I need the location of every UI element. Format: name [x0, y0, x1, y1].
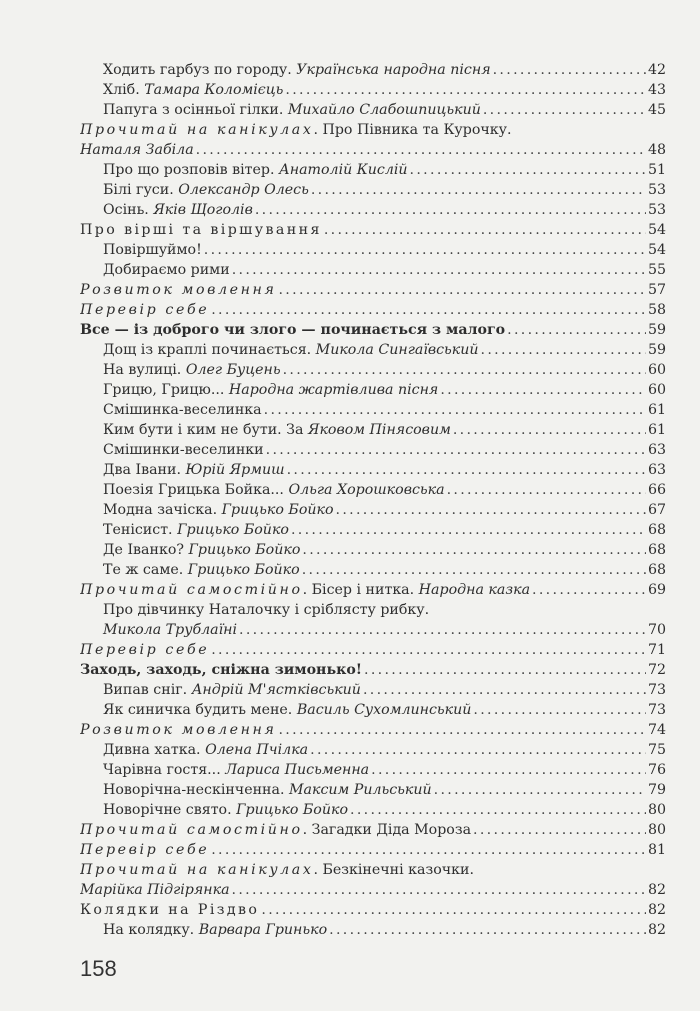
entry-title	[103, 440, 264, 460]
entry-text: Розвиток мовлення	[80, 282, 277, 298]
entry-title	[80, 220, 322, 240]
toc-entry	[80, 260, 666, 280]
entry-title	[80, 840, 209, 860]
entry-author: Народна жартівлива пісня	[228, 382, 439, 398]
entry-title	[103, 380, 438, 400]
dot-leader	[311, 180, 646, 200]
entry-title	[103, 360, 281, 380]
entry-author: Яковом Пінясовим	[308, 422, 451, 438]
entry-page: 60	[647, 382, 666, 398]
entry-page: 59	[647, 322, 666, 338]
toc-entry	[80, 140, 666, 160]
entry-title	[103, 520, 289, 540]
entry-text: Те ж саме.	[103, 562, 188, 578]
entry-text: Повіршуймо!	[103, 242, 202, 258]
dot-leader	[278, 720, 645, 740]
entry-page: 55	[647, 262, 666, 278]
toc-entry	[80, 380, 666, 400]
dot-leader	[266, 440, 646, 460]
dot-leader	[264, 400, 646, 420]
toc-entry	[80, 160, 666, 180]
entry-page: 68	[647, 522, 666, 538]
dot-leader	[196, 140, 646, 160]
entry-text: Добираємо рими	[103, 262, 230, 278]
entry-text: Про вірші та віршування	[80, 222, 322, 238]
entry-title	[103, 780, 432, 800]
entry-author: Василь Сухомлинський	[296, 702, 472, 718]
entry-page: 54	[647, 242, 666, 258]
entry-title	[103, 340, 479, 360]
entry-text: Новорічне свято.	[103, 802, 237, 818]
entry-page: 43	[647, 82, 666, 98]
dot-leader	[453, 420, 646, 440]
entry-page: 74	[647, 722, 666, 738]
entry-author: Микола Трублаїні	[103, 622, 238, 638]
entry-text: Дощ із краплі починається.	[103, 342, 316, 358]
entry-text: Ходить гарбуз по городу.	[103, 62, 297, 78]
toc-entry	[80, 840, 666, 860]
toc-entry	[80, 440, 666, 460]
dot-leader	[261, 900, 646, 920]
entry-title	[103, 540, 300, 560]
toc-entry	[80, 540, 666, 560]
toc-entry	[80, 500, 666, 520]
toc-entry	[80, 460, 666, 480]
toc-entry	[80, 580, 666, 600]
entry-title	[80, 280, 276, 300]
entry-text: . Безкінечні казочки.	[313, 862, 474, 878]
table-of-contents	[80, 60, 666, 940]
entry-text: Де Іванко?	[103, 542, 189, 558]
toc-entry	[80, 640, 666, 660]
entry-text: Два Івани.	[103, 462, 186, 478]
entry-page: 82	[647, 882, 666, 898]
entry-title	[103, 600, 429, 620]
dot-leader	[507, 320, 646, 340]
dot-leader	[291, 520, 646, 540]
entry-text: Дивна хатка.	[103, 742, 206, 758]
entry-author: Андрій М'ястківський	[191, 682, 361, 698]
entry-author: Лариса Письменна	[225, 762, 370, 778]
toc-entry	[80, 900, 666, 920]
dot-leader	[364, 660, 646, 680]
entry-title	[103, 240, 202, 260]
dot-leader	[287, 460, 646, 480]
entry-text: Хліб.	[103, 82, 145, 98]
toc-entry	[80, 700, 666, 720]
entry-page: 53	[647, 202, 666, 218]
dot-leader	[481, 340, 646, 360]
dot-leader	[434, 780, 646, 800]
entry-text: Тенісист.	[103, 522, 178, 538]
toc-entry	[80, 280, 666, 300]
entry-author: Українська народна пісня	[296, 62, 491, 78]
entry-text: Модна зачіска.	[103, 502, 222, 518]
entry-title	[80, 120, 512, 140]
entry-text: На колядку.	[103, 922, 199, 938]
entry-page: 61	[647, 422, 666, 438]
dot-leader	[493, 60, 646, 80]
entry-page: 80	[647, 822, 666, 838]
entry-text: Розвиток мовлення	[80, 722, 277, 738]
entry-title	[103, 700, 471, 720]
entry-text: Як синичка будить мене.	[103, 702, 297, 718]
dot-leader	[232, 880, 646, 900]
toc-entry	[80, 620, 666, 640]
entry-author: Яків Щоголів	[153, 202, 253, 218]
entry-page: 69	[647, 582, 666, 598]
dot-leader	[447, 480, 646, 500]
entry-author: Грицько Бойко	[236, 802, 348, 818]
entry-author: Народна казка	[418, 582, 531, 598]
entry-text: Прочитай самостійно	[80, 582, 303, 598]
entry-title	[80, 580, 530, 600]
entry-author: Марійка Підгірянка	[80, 882, 230, 898]
dot-leader	[371, 760, 646, 780]
entry-author: Грицько Бойко	[188, 542, 301, 558]
entry-page: 66	[647, 482, 666, 498]
toc-entry	[80, 760, 666, 780]
entry-page: 59	[647, 342, 666, 358]
entry-text: Випав сніг.	[103, 682, 192, 698]
entry-page: 68	[647, 542, 666, 558]
entry-page: 48	[647, 142, 666, 158]
entry-title	[103, 460, 285, 480]
toc-entry	[80, 400, 666, 420]
entry-author: Грицько Бойко	[221, 502, 334, 518]
entry-text: Поезія Грицька Бойка...	[103, 482, 289, 498]
dot-leader	[285, 80, 646, 100]
entry-title	[103, 260, 230, 280]
toc-entry	[80, 600, 666, 620]
toc-entry	[80, 100, 666, 120]
entry-title	[103, 160, 408, 180]
entry-text: . Бісер і нитка.	[302, 582, 419, 598]
toc-entry	[80, 240, 666, 260]
entry-author: Грицько Бойко	[187, 562, 300, 578]
entry-page: 45	[647, 102, 666, 118]
dot-leader	[483, 100, 646, 120]
entry-title	[80, 860, 474, 880]
entry-page: 58	[647, 302, 666, 318]
entry-text: Про дівчинку Наталочку і сріблясту рибку.	[103, 602, 430, 618]
toc-entry	[80, 860, 666, 880]
entry-title	[80, 140, 194, 160]
entry-title	[103, 100, 481, 120]
entry-title	[80, 820, 471, 840]
entry-page: 73	[647, 702, 666, 718]
entry-page: 54	[647, 222, 666, 238]
entry-author: Тамара Коломієць	[144, 82, 284, 98]
entry-page: 51	[647, 162, 666, 178]
toc-entry	[80, 220, 666, 240]
entry-author: Анатолій Кислій	[279, 162, 408, 178]
entry-title	[80, 300, 209, 320]
entry-title	[80, 880, 230, 900]
entry-author: Юрій Ярмиш	[185, 462, 285, 478]
entry-text: Перевір себе	[80, 302, 210, 318]
toc-entry	[80, 880, 666, 900]
dot-leader	[211, 300, 646, 320]
toc-entry	[80, 800, 666, 820]
entry-title	[103, 920, 327, 940]
entry-author: Олена Пчілка	[205, 742, 309, 758]
toc-entry	[80, 340, 666, 360]
toc-entry	[80, 60, 666, 80]
entry-title	[103, 400, 262, 420]
dot-leader	[211, 840, 646, 860]
entry-author: Ольга Хорошковська	[288, 482, 445, 498]
entry-page: 75	[647, 742, 666, 758]
entry-text: Заходь, заходь, сніжна зимонько!	[80, 662, 363, 678]
dot-leader	[329, 920, 646, 940]
entry-page: 72	[647, 662, 666, 678]
entry-title	[80, 660, 362, 680]
entry-page: 82	[647, 902, 666, 918]
toc-entry	[80, 780, 666, 800]
dot-leader	[363, 680, 646, 700]
entry-title	[80, 900, 259, 920]
toc-entry	[80, 120, 666, 140]
entry-title	[103, 680, 361, 700]
toc-entry	[80, 200, 666, 220]
entry-page: 81	[647, 842, 666, 858]
entry-author: Михайло Слабошпицький	[287, 102, 481, 118]
entry-page: 82	[647, 922, 666, 938]
entry-page: 70	[647, 622, 666, 638]
entry-page: 57	[647, 282, 666, 298]
toc-entry	[80, 920, 666, 940]
entry-author: Максим Рильський	[288, 782, 432, 798]
toc-entry	[80, 520, 666, 540]
entry-title	[103, 420, 451, 440]
entry-page: 80	[647, 802, 666, 818]
entry-title	[103, 740, 308, 760]
entry-text: Прочитай на канікулах	[80, 122, 314, 138]
entry-text: Ким бути і ким не бути. За	[103, 422, 308, 438]
dot-leader	[278, 280, 645, 300]
entry-title	[103, 560, 300, 580]
entry-page: 67	[647, 502, 666, 518]
entry-page: 71	[647, 642, 666, 658]
entry-page: 79	[647, 782, 666, 798]
entry-text: Про що розповів вітер.	[103, 162, 279, 178]
toc-entry	[80, 480, 666, 500]
dot-leader	[440, 380, 646, 400]
toc-entry	[80, 80, 666, 100]
toc-entry	[80, 720, 666, 740]
dot-leader	[473, 700, 646, 720]
entry-text: Папуга з осінньої гілки.	[103, 102, 288, 118]
toc-entry	[80, 180, 666, 200]
entry-text: Білі гуси.	[103, 182, 179, 198]
dot-leader	[232, 260, 646, 280]
dot-leader	[324, 220, 646, 240]
dot-leader	[302, 540, 646, 560]
entry-page: 42	[647, 62, 666, 78]
dot-leader	[239, 620, 646, 640]
entry-title	[103, 180, 309, 200]
entry-page: 63	[647, 442, 666, 458]
entry-text: Перевір себе	[80, 642, 210, 658]
dot-leader	[204, 240, 646, 260]
entry-title	[103, 60, 491, 80]
toc-entry	[80, 360, 666, 380]
dot-leader	[336, 500, 646, 520]
dot-leader	[255, 200, 646, 220]
dot-leader	[302, 560, 646, 580]
toc-entry	[80, 660, 666, 680]
entry-text: Осінь.	[103, 202, 154, 218]
entry-text: Все — із доброго чи злого — починається з малого	[80, 322, 506, 338]
entry-text: На вулиці.	[103, 362, 186, 378]
entry-text: Смішинки-веселинки	[103, 442, 264, 458]
entry-page: 68	[647, 562, 666, 578]
entry-title	[103, 200, 253, 220]
entry-text: Перевір себе	[80, 842, 210, 858]
entry-author: Наталя Забіла	[80, 142, 194, 158]
entry-page: 53	[647, 182, 666, 198]
entry-title	[103, 800, 348, 820]
entry-title	[103, 500, 334, 520]
dot-leader	[310, 740, 646, 760]
entry-title	[103, 80, 283, 100]
entry-page: 60	[647, 362, 666, 378]
toc-entry	[80, 560, 666, 580]
dot-leader	[410, 160, 646, 180]
entry-author: Олег Буцень	[185, 362, 281, 378]
entry-page: 73	[647, 682, 666, 698]
entry-page: 61	[647, 402, 666, 418]
entry-author: Варвара Гринько	[198, 922, 328, 938]
entry-text: Грицю, Грицю...	[103, 382, 229, 398]
entry-text: Прочитай на канікулах	[80, 862, 314, 878]
entry-title	[103, 760, 369, 780]
dot-leader	[473, 820, 646, 840]
dot-leader	[350, 800, 646, 820]
toc-entry	[80, 300, 666, 320]
dot-leader	[532, 580, 646, 600]
page-number: 158	[80, 956, 117, 981]
toc-entry	[80, 820, 666, 840]
entry-title	[80, 720, 276, 740]
entry-text: Смішинка-веселинка	[103, 402, 262, 418]
entry-author: Олександр Олесь	[178, 182, 309, 198]
toc-entry	[80, 740, 666, 760]
toc-entry	[80, 320, 666, 340]
entry-text: Чарівна гостя...	[103, 762, 226, 778]
entry-text: . Загадки Діда Мороза	[302, 822, 472, 838]
entry-title	[103, 480, 445, 500]
entry-text: Прочитай самостійно	[80, 822, 303, 838]
entry-page: 63	[647, 462, 666, 478]
dot-leader	[211, 640, 646, 660]
entry-title	[80, 320, 505, 340]
entry-author: Грицько Бойко	[177, 522, 289, 538]
entry-page: 76	[647, 762, 666, 778]
entry-text: Новорічна-нескінченна.	[103, 782, 289, 798]
toc-entry	[80, 680, 666, 700]
entry-author: Микола Сингаївський	[315, 342, 479, 358]
toc-entry	[80, 420, 666, 440]
dot-leader	[283, 360, 646, 380]
entry-text: Колядки на Різдво	[80, 902, 260, 918]
entry-text: . Про Півника та Курочку.	[313, 122, 512, 138]
entry-title	[103, 620, 237, 640]
entry-title	[80, 640, 209, 660]
